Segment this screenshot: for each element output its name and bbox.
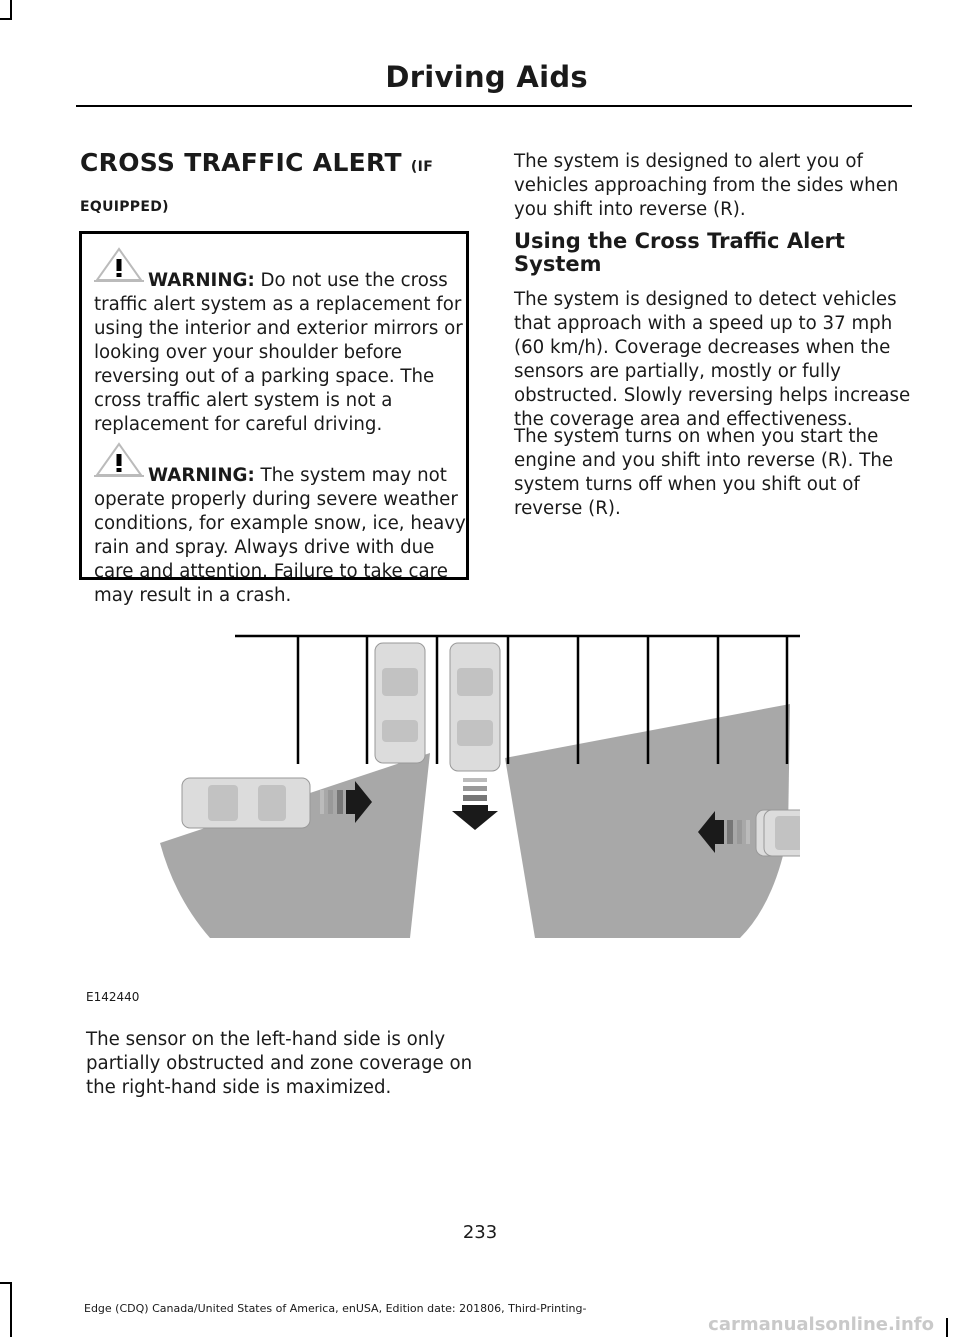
- warning-2-text: The system may not operate properly during severe weather conditions, for example snow, ice, heavy rain and spray. Always drive with due care and attention. Failure to take care may result in a crash.: [94, 465, 466, 606]
- parked-car: [375, 643, 425, 763]
- warning-box: [79, 231, 469, 606]
- figure-caption: The sensor on the left-hand side is only partially obstructed and zone coverage on the right-hand side is maximized.: [86, 1029, 473, 1098]
- warning-2: [94, 464, 468, 608]
- crop-mark: [10, 1282, 12, 1337]
- paragraph-1: The system is designed to detect vehicles that approach with a speed up to 37 mph (60 km/h). Coverage decreases when the sensors are partially, mostly or fully obstructed. Slowly reversing helps increase the coverage area and effectiveness.: [514, 289, 911, 430]
- header-rule: [76, 105, 912, 107]
- cross-traffic-diagram: [160, 628, 800, 943]
- crop-mark: [10, 0, 12, 20]
- section-title: [80, 148, 480, 222]
- figure-id: E142440: [86, 990, 140, 1004]
- warning-1-lead: WARNING:: [148, 270, 255, 291]
- section-title-main: CROSS TRAFFIC ALERT: [80, 148, 402, 177]
- crop-mark: [946, 1318, 948, 1337]
- reversing-car: [450, 643, 500, 830]
- warning-1-text: Do not use the cross traffic alert system as a replacement for using the interior and exterior mirrors or looking over your shoulder before reversing out of a parking space. The cross traffic alert system is not a replacement for careful driving.: [94, 270, 463, 435]
- crop-mark: [0, 18, 12, 20]
- page-footer: Edge (CDQ) Canada/United States of America, enUSA, Edition date: 201806, Third-Printing-: [84, 1302, 587, 1315]
- paragraph-2: The system turns on when you start the engine and you shift into reverse (R). The system turns off when you shift out of reverse (R).: [514, 426, 894, 519]
- section-title-small-2: EQUIPPED): [80, 199, 169, 215]
- page-number: 233: [462, 1222, 498, 1243]
- intro-paragraph: The system is designed to alert you of vehicles approaching from the sides when you shift into reverse (R).: [514, 151, 899, 220]
- section-title-small: (IF: [410, 159, 434, 175]
- subheading: Using the Cross Traffic Alert System: [514, 229, 845, 276]
- warning-1: [94, 269, 468, 437]
- watermark: carmanualsonline.info: [708, 1314, 934, 1335]
- warning-2-lead: WARNING:: [148, 465, 255, 486]
- crop-mark: [0, 1282, 12, 1284]
- page-header-title: Driving Aids: [385, 60, 588, 94]
